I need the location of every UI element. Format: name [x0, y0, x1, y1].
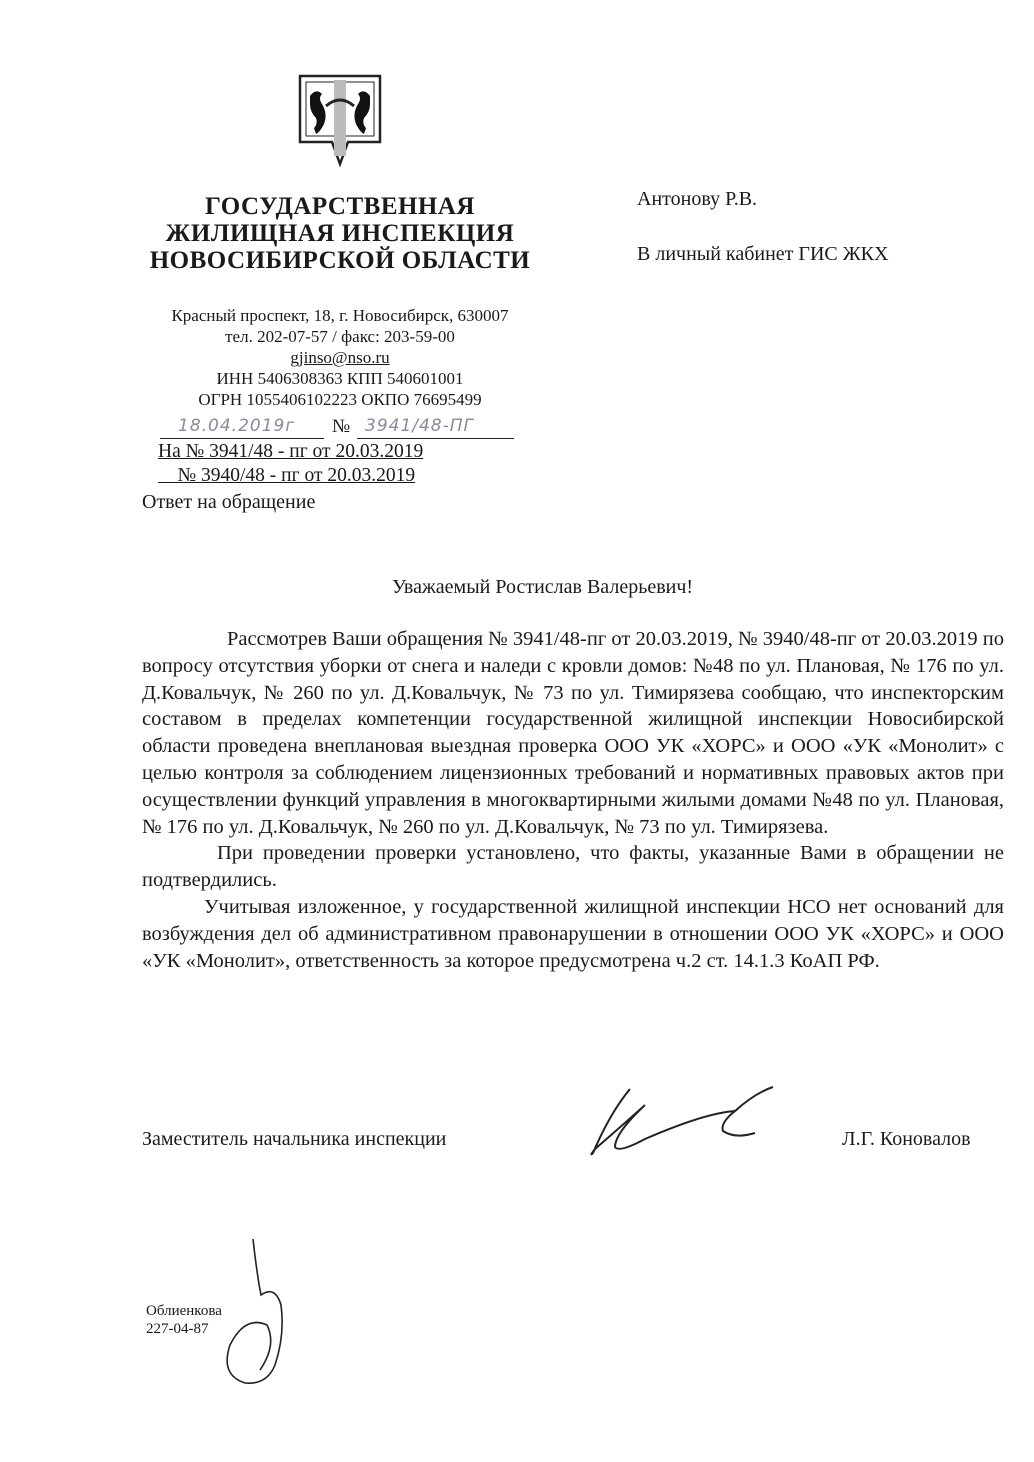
address: Красный проспект, 18, г. Новосибирск, 630007: [171, 306, 509, 325]
body-paragraph: Рассмотрев Ваши обращения № 3941/48-пг от 20.03.2019, № 3940/48-пг от 20.03.2019 по вопросу отсутствия уборки от снега и наледи с кровли домов: №48 по ул. Плановая, № 176 по ул. Д.Ковальчук, № 260 по ул. Д.Ковальчук, № 73 по ул. Тимирязева сообщаю, что инспекторским составом в пределах компетенции государственной жилищной инспекции Новосибирской области проведена внеплановая выездная проверка ООО УК «ХОРС» и ООО «УК «Монолит» с целью контроля за соблюдением лицензионных требований и нормативных правовых актов при осуществлении функций управления в многоквартирными жилыми домами №48 по ул. Плановая, № 176 по ул. Д.Ковальчук, № 260 по ул. Д.Ковальчук, № 73 по ул. Тимирязева.: [142, 628, 1004, 838]
greeting: Уважаемый Ростислав Валерьевич!: [392, 576, 694, 598]
org-name-line: НОВОСИБИРСКОЙ ОБЛАСТИ: [149, 247, 531, 274]
letter-body: [142, 626, 1004, 974]
letter-subject: Ответ на обращение: [142, 491, 316, 513]
coat-of-arms-icon: [292, 72, 388, 172]
email-link[interactable]: gjinso@nso.ru: [290, 348, 390, 367]
date-underline: [160, 438, 324, 439]
executor-name: Облиенкова: [146, 1303, 222, 1319]
registration-line: [160, 418, 520, 440]
signatory-name: Л.Г. Коновалов: [842, 1128, 971, 1150]
number-underline: [357, 438, 514, 439]
reference-line: № 3940/48 - пг от 20.03.2019: [158, 465, 416, 486]
reference-line: На № 3941/48 - пг от 20.03.2019: [158, 441, 424, 462]
organization-contacts: [140, 305, 540, 410]
registration-number: 3941/48-ПГ: [365, 416, 475, 436]
org-name-line: ГОСУДАРСТВЕННАЯ: [205, 193, 475, 220]
phone-fax: тел. 202-07-57 / факс: 203-59-00: [225, 327, 455, 346]
body-paragraph: При проведении проверки установлено, что факты, указанные Вами в обращении не подтвердились.: [142, 842, 1004, 892]
body-paragraph: Учитывая изложенное, у государственной жилищной инспекции НСО нет оснований для возбуждения дел об административном правонарушении в отношении ООО УК «ХОРС» и ООО «УК «Монолит», ответственность за которое предусмотрена ч.2 ст. 14.1.3 КоАП РФ.: [142, 895, 1004, 972]
handwritten-initials-icon: [205, 1235, 295, 1385]
recipient-name: Антонову Р.В.: [637, 188, 758, 210]
executor-phone: 227-04-87: [146, 1321, 209, 1337]
org-name-line: ЖИЛИЩНАЯ ИНСПЕКЦИЯ: [165, 220, 515, 247]
organization-name: [140, 193, 540, 274]
signatory-position: Заместитель начальника инспекции: [142, 1128, 447, 1150]
handwritten-signature-icon: [585, 1083, 775, 1158]
delivery-channel: В личный кабинет ГИС ЖКХ: [637, 243, 889, 265]
inn-kpp: ИНН 5406308363 КПП 540601001: [216, 369, 464, 388]
number-sign: №: [332, 416, 351, 437]
ogrn-okpo: ОГРН 1055406102223 ОКПО 76695499: [198, 390, 482, 409]
registration-date: 18.04.2019г: [178, 416, 296, 436]
